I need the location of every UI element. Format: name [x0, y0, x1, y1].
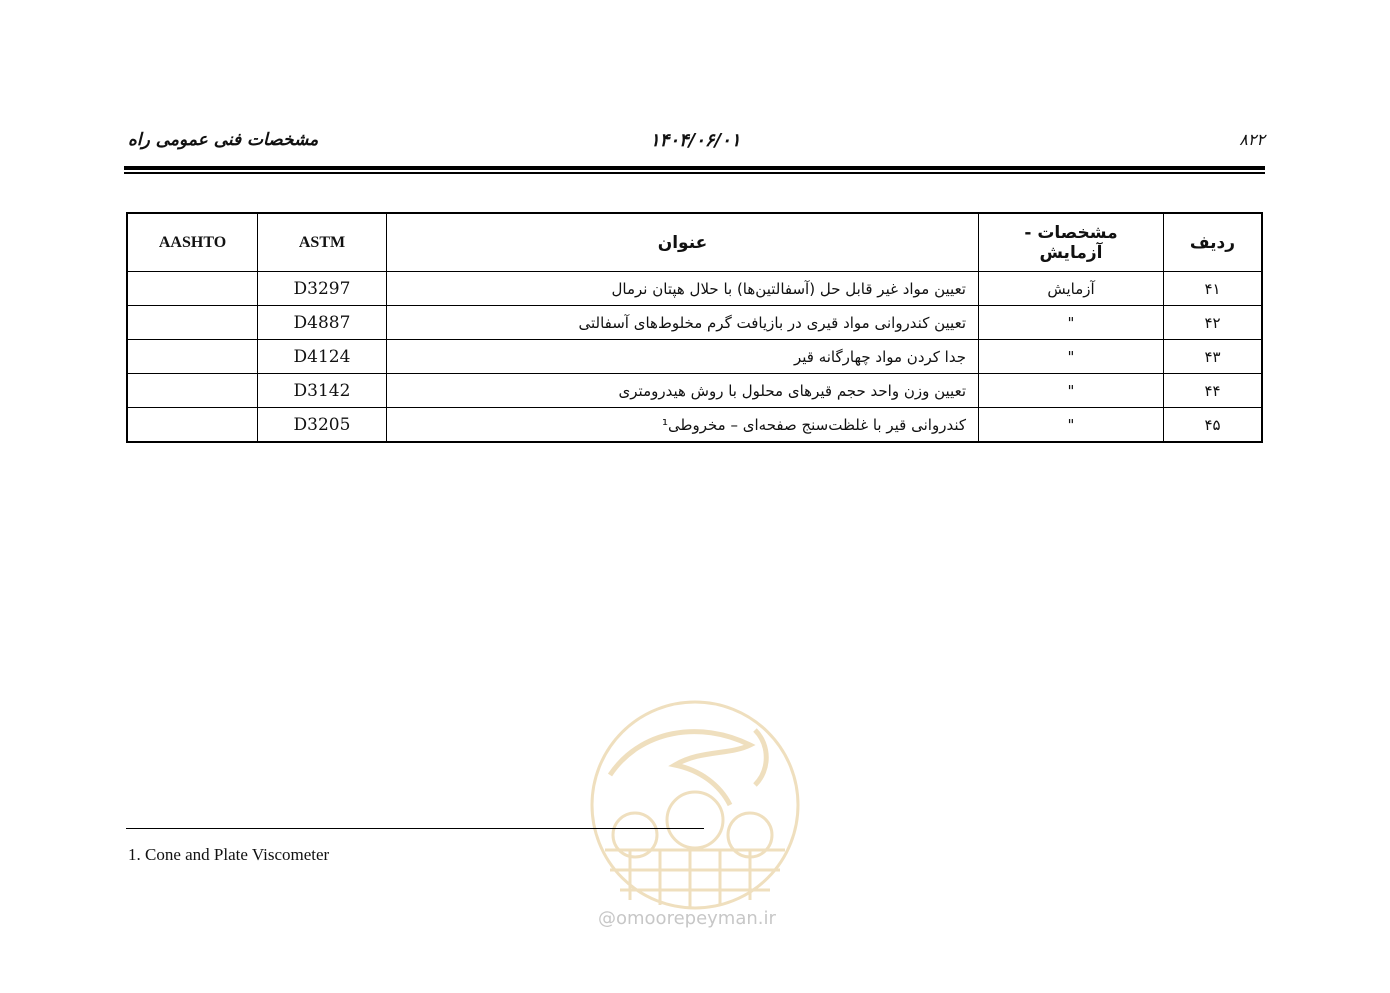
cell-aashto: [127, 306, 258, 340]
cell-spec-test: ": [979, 306, 1164, 340]
document-date: ۱۴۰۴/۰۶/۰۱: [650, 130, 741, 151]
cell-spec-test: آزمایش: [979, 272, 1164, 306]
cell-astm: D4887: [258, 306, 387, 340]
cell-aashto: [127, 374, 258, 408]
cell-row-number: ۴۲: [1164, 306, 1263, 340]
column-header-row: ردیف: [1164, 213, 1263, 272]
column-header-aashto: AASHTO: [127, 213, 258, 272]
footnote: 1. Cone and Plate Viscometer: [128, 845, 330, 864]
cell-title: جدا کردن مواد چهارگانه قیر: [387, 340, 979, 374]
table-row: [127, 306, 1262, 340]
cell-row-number: ۴۴: [1164, 374, 1263, 408]
watermark-text: @omoorepeyman.ir: [598, 908, 776, 929]
table-row: [127, 408, 1262, 443]
cell-row-number: ۴۳: [1164, 340, 1263, 374]
cell-aashto: [127, 408, 258, 443]
cell-spec-test: ": [979, 374, 1164, 408]
column-header-astm: ASTM: [258, 213, 387, 272]
table-row: [127, 340, 1262, 374]
cell-title: تعیین مواد غیر قابل حل (آسفالتین‌ها) با حلال هپتان نرمال: [387, 272, 979, 306]
cell-spec-test: ": [979, 340, 1164, 374]
table-header-row: [127, 213, 1262, 272]
cell-title: تعیین وزن واحد حجم قیرهای محلول با روش هیدرومتری: [387, 374, 979, 408]
column-header-spec-test: مشخصات - آزمایش: [979, 213, 1164, 272]
cell-astm: D4124: [258, 340, 387, 374]
footnote-divider: [126, 828, 704, 829]
cell-astm: D3297: [258, 272, 387, 306]
page-number: ۸۲۲: [1239, 130, 1265, 149]
cell-aashto: [127, 340, 258, 374]
cell-aashto: [127, 272, 258, 306]
cell-title: کندروانی قیر با غلظت‌سنج صفحه‌ای – مخروطی¹: [387, 408, 979, 443]
document-title: مشخصات فنی عمومی راه: [128, 130, 319, 150]
cell-row-number: ۴۵: [1164, 408, 1263, 443]
page-header: [124, 128, 1265, 158]
header-rule-thick: [124, 166, 1265, 170]
header-rule-thin: [124, 172, 1265, 174]
cell-astm: D3142: [258, 374, 387, 408]
column-header-title: عنوان: [387, 213, 979, 272]
cell-astm: D3205: [258, 408, 387, 443]
cell-spec-test: ": [979, 408, 1164, 443]
cell-row-number: ۴۱: [1164, 272, 1263, 306]
cell-title: تعیین کندروانی مواد قیری در بازیافت گرم مخلوط‌های آسفالتی: [387, 306, 979, 340]
standards-table: [126, 212, 1263, 443]
table-row: [127, 374, 1262, 408]
table-row: [127, 272, 1262, 306]
watermark-logo-icon: [580, 690, 810, 940]
